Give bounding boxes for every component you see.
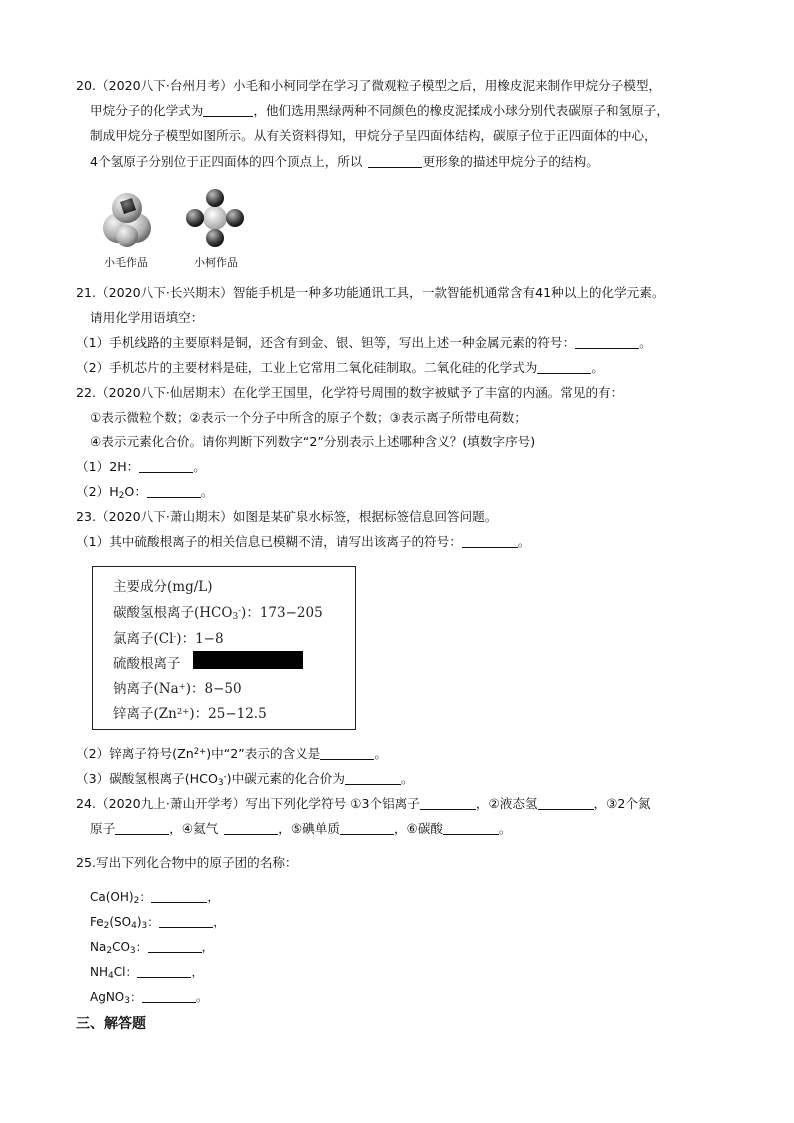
q21-text: （1）手机线路的主要原料是铜，还含有到金、银、钽等，写出上述一种金属元素的符号： bbox=[76, 335, 576, 350]
q25-text: NH bbox=[90, 965, 108, 979]
q20-line3: 制成甲烷分子模型如图所示。从有关资料得知，甲烷分子呈四面体结构，碳原子位于正四面体的中心， bbox=[90, 128, 657, 143]
q25-text: ， bbox=[191, 965, 204, 979]
label-text: 氯离子(Cl bbox=[113, 631, 174, 647]
subscript: 4 bbox=[131, 921, 137, 931]
q20-text: ，他们选用黑绿两种不同颜色的橡皮泥揉成小球分别代表碳原子和氢原子， bbox=[253, 103, 669, 118]
q24-blank1[interactable] bbox=[420, 796, 476, 810]
q24-blank4[interactable] bbox=[224, 821, 278, 835]
q23-line1: 23.（2020八下·萧山期末）如图是某矿泉水标签，根据标签信息回答问题。 bbox=[76, 509, 498, 524]
q23-text: （1）其中硫酸根离子的相关信息已模糊不清，请写出该离子的符号： bbox=[76, 534, 462, 549]
q25-item5 bbox=[90, 988, 208, 1006]
q22-line2: ①表示微粒个数；②表示一个分子中所含的原子个数；③表示离子所带电荷数； bbox=[90, 410, 527, 425]
q25-blank4[interactable] bbox=[137, 964, 191, 978]
q24-blank2[interactable] bbox=[538, 796, 594, 810]
q25-text: Ca(OH) bbox=[90, 890, 134, 904]
q21-blank2[interactable] bbox=[537, 360, 591, 374]
q23-text: （3）碳酸氢根离子(HCO bbox=[76, 771, 218, 786]
label-text: )：173−205 bbox=[241, 605, 323, 621]
q22-line3: ④表示元素化合价。请你判断下列数字“2”分别表示上述哪种含义？(填数字序号) bbox=[90, 434, 536, 449]
q24-blank6[interactable] bbox=[443, 821, 499, 835]
q20-blank1[interactable] bbox=[203, 103, 253, 117]
label-row-title: 主要成分(mg/L) bbox=[113, 579, 213, 595]
superscript: - bbox=[223, 772, 227, 782]
label-row-sodium bbox=[113, 677, 242, 697]
q25-item3 bbox=[90, 938, 214, 956]
subscript: 3 bbox=[124, 996, 130, 1006]
q24-text: ，③2个氮 bbox=[593, 796, 651, 811]
label-text: 碳酸氢根离子(HCO bbox=[113, 605, 233, 621]
superscript: - bbox=[173, 632, 177, 642]
q22-text: O： bbox=[124, 484, 147, 499]
q25-blank1[interactable] bbox=[151, 889, 207, 903]
subscript: 2 bbox=[106, 946, 113, 956]
subscript: 3 bbox=[141, 921, 148, 931]
q25-text: ， bbox=[201, 940, 214, 954]
q23-line4 bbox=[76, 770, 414, 788]
subscript: 2 bbox=[118, 491, 125, 501]
q21-blank1[interactable] bbox=[575, 335, 639, 349]
q21-text: 。 bbox=[639, 335, 652, 350]
q21-line2: 请用化学用语填空： bbox=[90, 310, 204, 325]
q22-text: 。 bbox=[193, 459, 206, 474]
section-heading-answers: 三、解答题 bbox=[76, 1016, 146, 1032]
q20-text: 甲烷分子的化学式为 bbox=[90, 103, 204, 118]
q20-line4 bbox=[90, 153, 599, 171]
q25-blank5[interactable] bbox=[142, 989, 196, 1003]
q21-text: 。 bbox=[591, 360, 604, 375]
subscript: 3 bbox=[232, 612, 239, 622]
q25-text: ， bbox=[213, 915, 226, 929]
q23-blank3[interactable] bbox=[345, 771, 401, 785]
q24-blank5[interactable] bbox=[340, 821, 394, 835]
q24-blank3[interactable] bbox=[115, 821, 169, 835]
superscript: - bbox=[238, 606, 242, 616]
methane-model-xiaomao-image bbox=[98, 190, 156, 248]
q22-text: 。 bbox=[200, 484, 214, 499]
q21-text: （2）手机芯片的主要材料是硅，工业上它常用二氧化硅制取。二氧化硅的化学式为 bbox=[76, 360, 538, 375]
q24-text: ，⑥碳酸 bbox=[393, 821, 444, 836]
q25-blank3[interactable] bbox=[148, 939, 202, 953]
q21-line1: 21.（2020八下·长兴期末）智能手机是一种多功能通讯工具，一款智能机通常含有41种以上的化学元素。 bbox=[76, 285, 665, 300]
q25-text: ： bbox=[135, 940, 148, 954]
q23-text: 。 bbox=[517, 534, 531, 549]
q23-text: )中“2”表示的含义是 bbox=[206, 746, 321, 761]
q23-text: 。 bbox=[400, 771, 414, 786]
q23-line2 bbox=[76, 533, 530, 551]
q20-text: 4个氢原子分别位于正四面体的四个顶点上，所以 bbox=[90, 154, 363, 169]
q22-text: （1）2H： bbox=[76, 459, 140, 474]
q24-text: 原子 bbox=[90, 821, 116, 836]
q23-blank1[interactable] bbox=[462, 534, 518, 548]
q22-line1: 22.（2020八下·仙居期末）在化学王国里，化学符号周围的数字被赋予了丰富的内涵。常见的有： bbox=[76, 385, 624, 400]
methane-model-xiaoke-image bbox=[186, 188, 244, 248]
q24-text: 24.（2020九上·萧山开学考）写出下列化学符号 ①3个铝离子 bbox=[76, 796, 420, 811]
label-row-sulfate: 硫酸根离子 bbox=[113, 656, 181, 672]
q22-blank1[interactable] bbox=[139, 459, 193, 473]
q21-line3 bbox=[76, 334, 652, 352]
q22-text: （2）H bbox=[76, 484, 119, 499]
label-row-zinc bbox=[113, 702, 267, 722]
label-text: 锌离子(Zn bbox=[113, 706, 177, 722]
q24-line2 bbox=[90, 820, 512, 838]
superscript: + bbox=[178, 682, 186, 692]
q22-line4 bbox=[76, 458, 206, 476]
q20-line2 bbox=[90, 102, 669, 120]
subscript: 3 bbox=[217, 778, 224, 788]
q25-text: Na bbox=[90, 940, 107, 954]
subscript: 3 bbox=[129, 946, 136, 956]
q25-blank2[interactable] bbox=[159, 914, 213, 928]
q25-text: Cl： bbox=[113, 965, 138, 979]
q25-text: CO bbox=[112, 940, 130, 954]
q25-text: Fe bbox=[90, 915, 104, 929]
subscript: 2 bbox=[103, 921, 110, 931]
q25-item4 bbox=[90, 963, 203, 981]
subscript: 2 bbox=[133, 896, 140, 906]
q23-text: 。 bbox=[374, 746, 387, 761]
q24-text: ，②液态氢 bbox=[475, 796, 538, 811]
subscript: 4 bbox=[108, 971, 114, 981]
caption-xiaoke: 小柯作品 bbox=[194, 256, 238, 269]
q24-text: ，⑤碘单质 bbox=[278, 821, 340, 836]
q20-text: 更形象的描述甲烷分子的结构。 bbox=[422, 154, 599, 169]
label-text: )：1−8 bbox=[176, 631, 224, 647]
label-text: 钠离子(Na bbox=[113, 681, 179, 697]
q24-line1 bbox=[76, 795, 651, 813]
q23-text: )中碳元素的化合价为 bbox=[226, 771, 345, 786]
label-row-chloride bbox=[113, 627, 224, 647]
q25-title: 25.写出下列化合物中的原子团的名称： bbox=[76, 855, 298, 870]
q24-text: 。 bbox=[499, 821, 512, 836]
q23-line3 bbox=[76, 745, 387, 763]
q23-blank2[interactable] bbox=[320, 746, 374, 760]
q20-line1: 20.（2020八下·台州月考）小毛和小柯同学在学习了微观粒子模型之后，用橡皮泥来制作甲烷分子模型， bbox=[76, 78, 662, 93]
label-row-bicarbonate bbox=[113, 601, 323, 621]
q25-text: ， bbox=[207, 890, 220, 904]
mineral-water-label bbox=[92, 566, 356, 730]
label-text: )：8−50 bbox=[185, 681, 242, 697]
q25-text: ： bbox=[139, 890, 152, 904]
q22-blank2[interactable] bbox=[147, 484, 201, 498]
redacted-bar bbox=[193, 651, 303, 669]
q25-item1 bbox=[90, 888, 219, 906]
q22-line5 bbox=[76, 483, 214, 501]
caption-xiaomao: 小毛作品 bbox=[104, 256, 148, 269]
q25-text: ： bbox=[129, 990, 142, 1004]
superscript: 2+ bbox=[176, 707, 190, 717]
label-text: )：25−12.5 bbox=[189, 706, 267, 722]
q25-item2 bbox=[90, 913, 225, 931]
q21-line4 bbox=[76, 359, 604, 377]
q25-text: ： bbox=[147, 915, 160, 929]
q25-text: (SO bbox=[109, 915, 132, 929]
q25-text: ) bbox=[136, 915, 142, 929]
q23-text: （2）锌离子符号(Zn bbox=[76, 746, 194, 761]
q25-text: AgNO bbox=[90, 990, 125, 1004]
q25-text: 。 bbox=[196, 990, 209, 1004]
q24-text: ，④氦气 bbox=[169, 821, 219, 836]
superscript: 2+ bbox=[193, 747, 207, 757]
q20-blank2[interactable] bbox=[368, 154, 422, 168]
